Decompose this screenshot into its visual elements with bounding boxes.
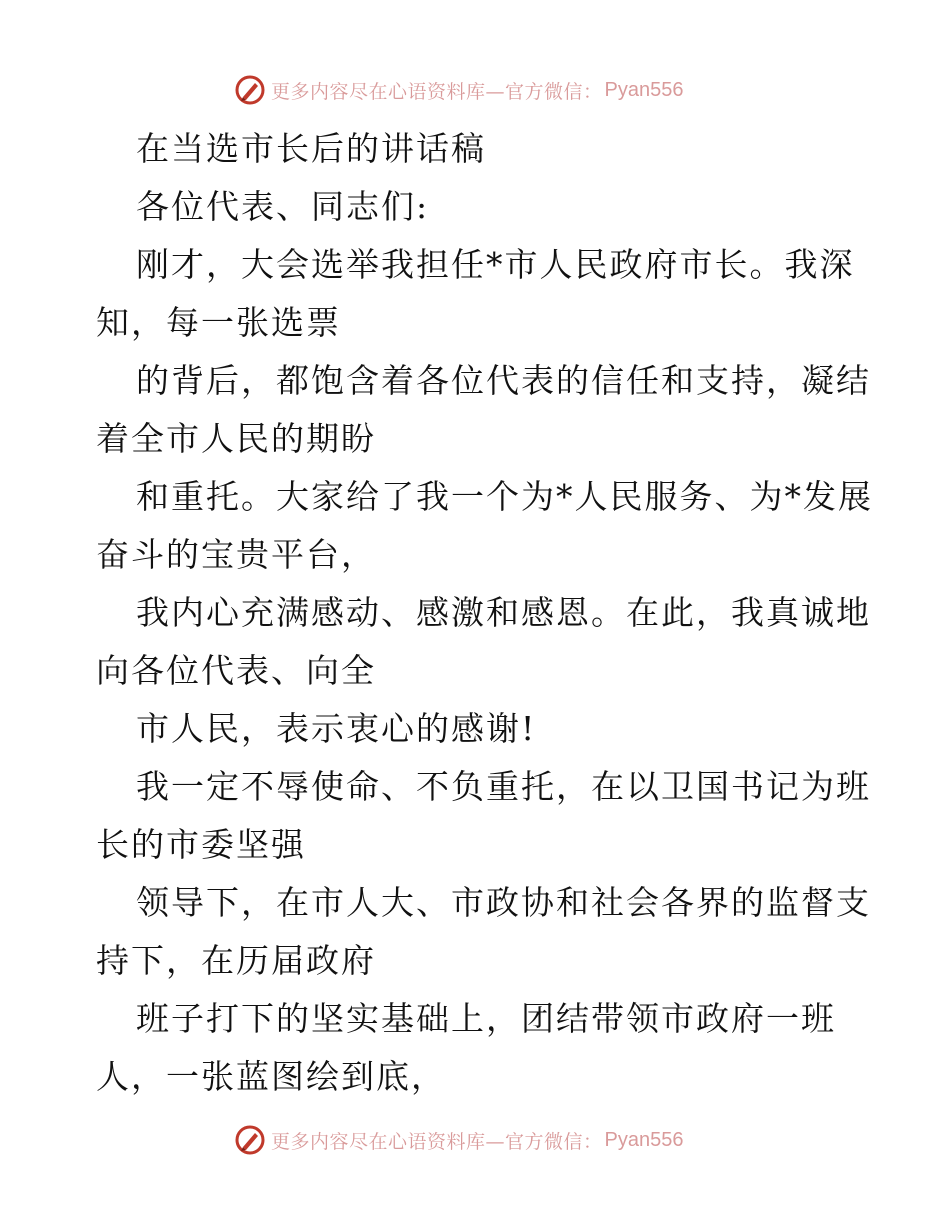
watermark-header bbox=[235, 73, 683, 107]
text-line: 长的市委坚强 bbox=[96, 825, 306, 864]
text-line: 领导下，在市人大、市政协和社会各界的监督支 bbox=[136, 883, 871, 922]
text-line: 人，一张蓝图绘到底， bbox=[96, 1057, 446, 1096]
text-line: 班子打下的坚实基础上，团结带领市政府一班 bbox=[136, 999, 836, 1038]
pen-logo-icon bbox=[235, 1125, 265, 1155]
text-line: 在当选市长后的讲话稿 bbox=[136, 129, 486, 168]
text-line: 知，每一张选票 bbox=[96, 303, 341, 342]
text-line: 奋斗的宝贵平台， bbox=[96, 535, 376, 574]
watermark-id: Pyan556 bbox=[604, 78, 684, 101]
text-line: 的背后，都饱含着各位代表的信任和支持，凝结 bbox=[136, 361, 871, 400]
document-body bbox=[96, 120, 873, 1106]
text-line: 刚才，大会选举我担任*市人民政府市长。我深 bbox=[136, 245, 855, 284]
watermark-id: Pyan556 bbox=[604, 1128, 684, 1151]
pen-logo-icon bbox=[235, 75, 265, 105]
text-line: 持下，在历届政府 bbox=[96, 941, 376, 980]
watermark-footer bbox=[235, 1123, 683, 1157]
text-line: 各位代表、同志们: bbox=[136, 187, 430, 226]
text-line: 我一定不辱使命、不负重托，在以卫国书记为班 bbox=[136, 767, 871, 806]
text-line: 着全市人民的期盼 bbox=[96, 419, 376, 458]
text-line: 向各位代表、向全 bbox=[96, 651, 376, 690]
watermark-text: 更多内容尽在心语资料库—官方微信： bbox=[271, 80, 603, 103]
text-line: 和重托。大家给了我一个为*人民服务、为*发展 bbox=[136, 477, 873, 516]
text-line: 市人民，表示衷心的感谢! bbox=[136, 709, 537, 748]
text-line: 我内心充满感动、感激和感恩。在此，我真诚地 bbox=[136, 593, 871, 632]
watermark-text: 更多内容尽在心语资料库—官方微信： bbox=[271, 1130, 603, 1153]
